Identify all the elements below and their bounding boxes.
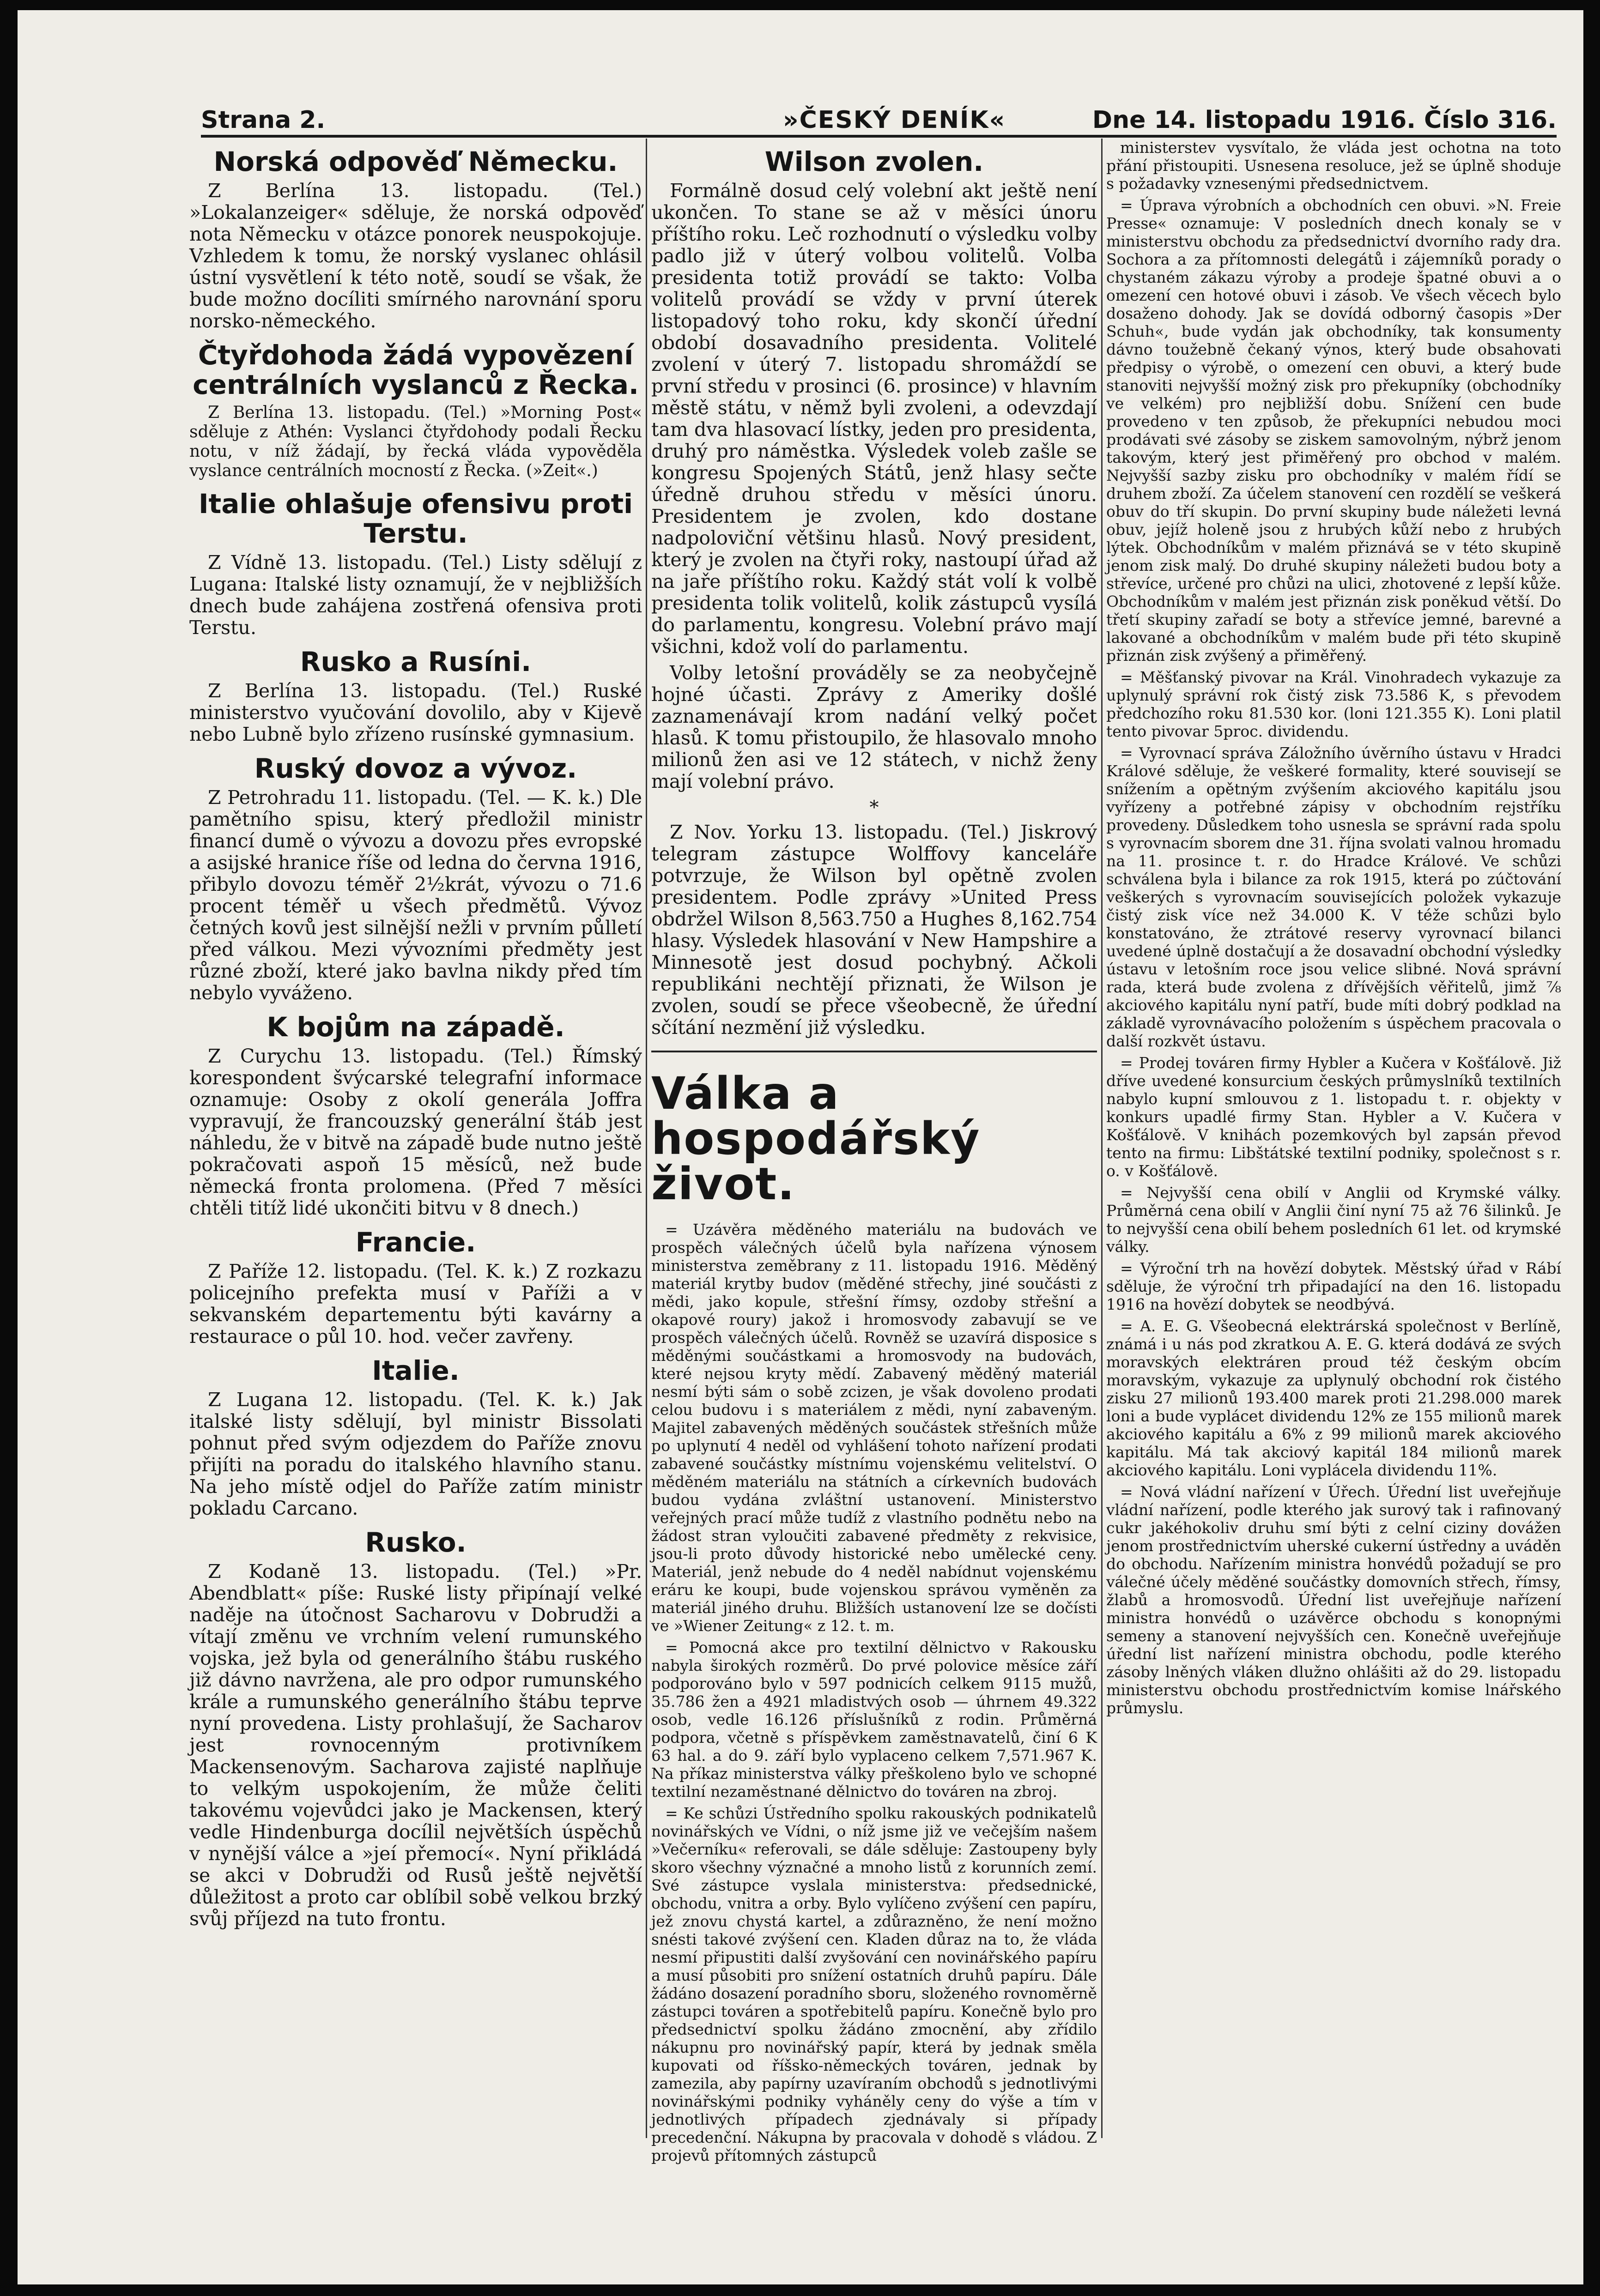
article-text: Z Vídně 13. listopadu. (Tel.) Listy sdělují z Lugana: Italské listy oznamují, že v nejbližších dnech bude zahájena zostřená ofensiva proti Terstu.	[189, 551, 642, 639]
article-text: Z Curychu 13. listopadu. (Tel.) Římský korespondent švýcarské telegrafní informace oznamuje: Osoby z okolí generála Joffra vypravují, že francouzský generální štáb jest náhledu, že v bitvě na západě bude nutno ještě pokračovati aspoň 15 měsíců, než bude německá fronta prolomena. (Před 7 měsíci chtěli titíž lidé ukončiti bitvu v 8 dnech.)	[189, 1045, 642, 1219]
article-text: Z Berlína 13. listopadu. (Tel.) Ruské ministerstvo vyučování dovolilo, aby v Kijevě nebo Lubně bylo zřízeno rusínské gymnasium.	[189, 680, 642, 745]
news-item: = Nová vládní nařízení v Úřech. Úřední list uveřejňuje vládní nařízení, podle kterého jak surový tak i rafinovaný cukr jakéhokoliv druhu smí býti z celní ciziny dovážen jenom prostřednictvím uherské cukerní ústředny a uváděn do obchodu. Nařízením ministra honvédů požadují se pro válečné účely měděné součástky domovních střech, římsy, žlabů a hromosvodů. Úřední list uveřejňuje nařízení ministra honvédů o uzávěrce obchodu s konopnými semeny a stanovení nejvyšších cen. Konečně uveřejňuje úřední list nařízení ministra obchodu, podle kterého zásoby lněných vláken dlužno ohlášiti až do 29. listopadu ministerstvu obchodu prostřednictvím komise lnářského průmyslu.	[1106, 1483, 1561, 1717]
column-1	[189, 139, 642, 2143]
article-title: Norská odpověď Německu.	[213, 146, 618, 177]
section-title: Válka a hospodářský život.	[651, 1068, 981, 1210]
article-title: Rusko a Rusíni.	[300, 646, 532, 677]
news-item: = Úprava výrobních a obchodních cen obuvi. »N. Freie Presse« oznamuje: V posledních dnech konaly se v ministerstvu obchodu za předsednictví dvorního rady dra. Sochora a za přítomnosti delegátů i zájemníků porady o chystaném zákazu výroby a prodeje špatné obuvi a o omezení cen hotové obuvi i zásob. Ve všech věcech bylo dosaženo dohody. Jak se dovídá odborný časopis »Der Schuh«, bude vydán jak obchodníky, tak konsumenty dávno toužebně čekaný výnos, který bude obsahovati předpisy o výrobě, o omezení cen obuvi, a který bude stanoviti nejvyšší možný zisk pro překupníky (obchodníky ve velkém) pro nejbližší dobu. Snížení cen bude provedeno v ten způsob, že překupníci nebudou moci prodávati své zásoby se ziskem samovolným, nýbrž jenom takovým, který jest přiměřený pro obchod v malém. Nejvyšší sazby zisku pro obchodníky v malém řídí se druhem zboží. Za účelem stanovení cen rozdělí se veškerá obuv do tří skupin. Do první skupiny bude náležeti levná obuv, jejíž holeně jsou z hrubých kůží nebo z hrubých lýtek. Obchodníkům v malém přiznává se v této skupině jenom zisk malý. Do druhé skupiny náležeti budou boty a střevíce, určené pro chůzi na ulici, zhotovené z lepší kůže. Obchodníkům v malém jest přiznán zisk poněkud větší. Do třetí skupiny zařadí se boty a střevíce jemné, barevné a lakované a obchodníkům v malém bude při této skupině přiznán zisk zvýšený a přiměřený.	[1106, 196, 1561, 665]
article-text: Z Berlína 13. listopadu. (Tel.) »Lokalanzeiger« sděluje, že norská odpověď nota Německu v otázce ponorek neuspokojuje. Vzhledem k tomu, že norský vyslanec ohlásil ústní vysvětlení k této notě, soudí se však, že bude možno docíliti smírného narovnání sporu norsko-německého.	[189, 180, 642, 332]
news-item: = Pomocná akce pro textilní dělnictvo v Rakousku nabyla širokých rozměrů. Do prvé polovice měsíce září podporováno bylo v 597 podnicích celkem 9115 mužů, 35.786 žen a 4921 mladistvých osob — úhrnem 49.322 osob, vedle 16.126 příslušníků z rodin. Průměrná podpora, včetně s příspěvkem zaměstnavatelů, činí 6 K 63 hal. a do 9. září bylo vyplaceno celkem 7,571.967 K. Na příkaz ministerstva války přeškoleno bylo ve schopné textilní nezaměstnané dělnictvo do továren na zbroj.	[651, 1638, 1097, 1801]
column-2	[651, 139, 1097, 2164]
article-title: Italie.	[372, 1355, 460, 1386]
article-title: Ruský dovoz a vývoz.	[254, 753, 577, 784]
article-text: Z Kodaně 13. listopadu. (Tel.) »Pr. Abendblatt« píše: Ruské listy připínají velké naděje na útočnost Sacharovu v Dobrudži a vítají změnu ve vrchním velení rumunského vojska, jež byla od generálního štábu ruského již dávno navržena, ale pro odpor rumunského krále a rumunského generálního štábu teprve nyní provedena. Listy prohlašují, že Sacharov jest rovnocenným protivníkem Mackensenovým. Sacharova zajisté naplňuje to velkým uspokojením, že může čeliti takovému vojevůdci jako je Mackensen, který vedle Hindenburga docílil největších úspěchů v nynější válce a »jeí přemocí«. Nyní přikládá se akci v Dobrudži od Rusů ještě největší důležitost a proto car oblíbil sobě velkou brzký svůj příjezd na tuto frontu.	[189, 1560, 642, 1930]
article-title: Rusko.	[365, 1527, 467, 1558]
section-rule	[651, 1051, 1097, 1052]
news-item: = Nejvyšší cena obilí v Anglii od Krymské války. Průměrná cena obilí v Anglii činí nyní 75 až 76 šilinků. Je to nejvyšší cena obilí behem posledních 61 let. od krymské války.	[1106, 1184, 1561, 1256]
page-number: Strana 2.	[201, 106, 326, 134]
issue-date: Dne 14. listopadu 1916. Číslo 316.	[1092, 106, 1557, 134]
column-3	[1106, 139, 1561, 2143]
column-rule	[1101, 139, 1103, 2138]
article-title: Wilson zvolen.	[764, 146, 984, 177]
masthead	[201, 103, 1557, 138]
article-text: Z Petrohradu 11. listopadu. (Tel. — K. k.) Dle pamětního spisu, který předložil ministr financí dumě o vývozu a dovozu přes evropské a asijské hranice říše od ledna do června 1916, přibylo dovozu téměř 2½krát, vývozu o 71.6 procent téměř u všech předmětů. Vývoz četných kovů jest silnější nežli v prvním půlletí před válkou. Mezi vývozními předměty jest různé zboží, které jako bavlna nikdy před tím nebylo vyváženo.	[189, 786, 642, 1004]
article-text: Z Nov. Yorku 13. listopadu. (Tel.) Jiskrový telegram zástupce Wolffovy kanceláře potvrzuje, že Wilson byl opětně zvolen presidentem. Podle zprávy »United Press obdržel Wilson 8,563.750 a Hughes 8,162.754 hlasy. Výsledek hlasování v New Hampshire a Minnesotě jest dosud pochybný. Ačkoli republikáni nechtějí přiznati, že Wilson je zvolen, soudí se přece všeobecně, že úřední sčítání nezmění již výsledku.	[651, 821, 1097, 1039]
article-text: Z Paříže 12. listopadu. (Tel. K. k.) Z rozkazu policejního prefekta musí v Paříži a v sekvanském departementu býti kavárny a restaurace o půl 10. hod. večer zavřeny.	[189, 1260, 642, 1347]
news-item: = Prodej továren firmy Hybler a Kučera v Košťálově. Již dříve uvedené konsurcium českých průmyslníků textilních nabylo kupní smlouvou z 1. listopadu t. r. objekty v konkurs upadlé firmy Stan. Hybler a V. Kučera v Košťálově. V knihách pozemkových byl zapsán převod tento na firmu: Libštátské textilní podniky, společnost s r. o. v Košťálově.	[1106, 1054, 1561, 1180]
article-text: Z Lugana 12. listopadu. (Tel. K. k.) Jak italské listy sdělují, byl ministr Bissolati pohnut před svým odjezdem do Paříže znovu přijíti na poradu do italského hlavního stanu. Na jeho místě odjel do Paříže zatím ministr pokladu Carcano.	[189, 1389, 642, 1519]
article-title: Francie.	[355, 1227, 476, 1258]
column-rule	[646, 139, 647, 2138]
news-item: = Měšťanský pivovar na Král. Vinohradech vykazuje za uplynulý správní rok čistý zisk 73.586 K, s převodem předchozího roku 81.530 kor. (loni 121.355 K). Loni platil tento pivovar 5proc. dividendu.	[1106, 668, 1561, 740]
article-text: Formálně dosud celý volební akt ještě není ukončen. To stane se až v měsíci únoru příštího roku. Leč rozhodnutí o výsledku volby padlo již v úterý volbou volitelů. Volba presidenta totiž provádí se takto: Volba volitelů provádí se vždy v první úterek listopadový toho roku, kdy skončí úřední období dosavadního presidenta. Volitelé zvolení v úterý 7. listopadu shromáždí se první středu v prosinci (6. prosince) v hlavním městě státu, v němž byli zvoleni, a odevzdají tam dva hlasovací lístky, jeden pro presidenta, druhý pro náměstka. Výsledek voleb zašle se kongresu Spojených Států, jenž hlasy sečte úředně druhou středu v měsíci únoru. Presidentem je zvolen, kdo dostane nadpoloviční většinu hlasů. Nový president, který je zvolen na čtyři roky, nastoupí úřad až na jaře příštího roku. Každý stát volí k volbě presidenta tolik volitelů, kolik zástupců vysílá do parlamentu, kongresu. Volební právo mají všichni, kdož volí do parlamentu.	[651, 180, 1097, 658]
news-item: = A. E. G. Všeobecná elektrárská společnost v Berlíně, známá i u nás pod zkratkou A. E. G. která dodává ze svých moravských elektráren proud též českým obcím moravským, vykazuje za uplynulý obchodní rok čistého zisku 27 milionů 193.400 marek proti 21.298.000 marek loni a bude vyplácet dividendu 12% ze 155 milionů marek akciového kapitálu a 6% z 99 milionů marek akciového kapitálu. Má tak akciový kapitál 184 milionů marek akciového kapitálu. Loni vyplácela dividendu 11%.	[1106, 1317, 1561, 1479]
article-text: Z Berlína 13. listopadu. (Tel.) »Morning Post« sděluje z Athén: Vyslanci čtyřdohody podali Řecku notu, v níž žádají, by řecká vláda vypověděla vyslance centrálních mocností z Řecka. (»Zeit«.)	[189, 403, 642, 480]
news-item: = Uzávěra měděného materiálu na budovách ve prospěch válečných účelů byla nařízena výnosem ministerstva zeměbrany z 11. listopadu 1916. Měděný materiál krytby budov (měděné střechy, jiné součásti z mědi, jako kopule, střešní římsy, ozdoby střešní a okapové roury) jakož i hromosvody zabavují se ve prospěch válečných účelů. Rovněž se uzavírá disposice s měděnými součástkami a hromosvody na budovách, které nejsou kryty mědí. Zabavený měděný materiál nesmí býti sám o sobě zcizen, je však dovoleno prodati celou budovu i s materiálem z mědi, nyní zabaveným. Majitel zabavených měděných součástek střešních může po uplynutí 4 neděl od vyhlášení tohoto nařízení prodati zabavené součástky místnímu vojenskému velitelství. O měděném materiálu na státních a církevních budovách budou vydána zvláštní ustanovení. Ministerstvo veřejných prací může tudíž z vlastního podnětu nebo na žádost stran vyloučiti zabavené předměty z rekvisice, jsou-li proto důvody historické nebo umělecké ceny. Materiál, jenž nebude do 4 neděl nabídnut vojenskému eráru ke koupi, bude vojenskou správou vyměněn za materiál jiného druhu. Bližších ustanovení lze se dočísti ve »Wiener Zeitung« z 12. t. m.	[651, 1221, 1097, 1635]
article-text: Volby letošní prováděly se za neobyčejně hojné účasti. Zprávy z Ameriky došlé zaznamenávají krom nadání velký počet hlasů. K tomu přistoupilo, že hlasovalo mnoho milionů žen asi ve 12 státech, v nichž ženy mají volební právo.	[651, 662, 1097, 792]
separator-star: *	[869, 797, 879, 818]
paper-title: »ČESKÝ DENÍK«	[783, 106, 1006, 134]
article-title: Čtyřdohoda žádá vypovězení centrálních vyslanců z Řecka.	[193, 339, 639, 400]
news-item: ministerstev vysvítalo, že vláda jest ochotna na toto přání přistoupiti. Usnesena resoluce, jež se úplně shoduje s požadavky vznesenými předsednictvem.	[1106, 139, 1561, 193]
news-item: = Výroční trh na hovězí dobytek. Městský úřad v Rábí sděluje, že výroční trh připadající na den 16. listopadu 1916 na hovězí dobytek se neodbývá.	[1106, 1259, 1561, 1313]
news-item: = Vyrovnací správa Záložního úvěrního ústavu v Hradci Králové sděluje, že veškeré formality, které souvisejí se snížením a opětným zvýšením akciového kapitálu jsou vyřízeny a potřebné zápisy v obchodním rejstříku provedeny. Důsledkem toho usnesla se správní rada spolu s vyrovnacím sborem dne 31. října svolati valnou hromadu na 11. prosince t. r. do Hradce Králové. Ve schůzi schválena byla i bilance za rok 1915, která po zúčtování veškerých s vyrovnacím souvisejících položek vykazuje čistý zisk více než 34.000 K. V téže schůzi bylo konstatováno, že ztrátové reservy vyrovnací bilanci uvedené úplně dostačují a že dosavadní obchodní výsledky ústavu v letošním roce jsou velice slibné. Nová správní rada, která bude zvolena z dřívějších věřitelů, jimž ⅞ akciového kapitálu nyní patří, bude míti dobrý podklad na základě vyrovnávacího položením s úspěchem pracovala o další rozkvět ústavu.	[1106, 744, 1561, 1050]
article-title: Italie ohlašuje ofensivu proti Terstu.	[198, 488, 633, 549]
news-item: = Ke schůzi Ústředního spolku rakouských podnikatelů novinářských ve Vídni, o níž jsme již ve večejším našem »Večerníku« referovali, se dále sděluje: Zastoupeny byly skoro všechny význačné a mnoho listů z korunních zemí. Své zástupce vyslala ministerstva: předsednické, obchodu, vnitra a orby. Bylo vylíčeno zvýšení cen papíru, jež znovu chystá kartel, a zdůrazněno, že není možno snésti takové zvýšení cen. Kladen důraz na to, že vláda nesmí připustiti další zvyšování cen novinářského papíru a musí působiti pro snížení ostatních druhů papíru. Dále žádáno dosazení poradního sboru, složeného rovnoměrně zástupci továren a spotřebitelů papíru. Konečně bylo pro předsednictví spolku žádáno zmocnění, aby zřídilo nákupnu pro novinářský papír, která by jednak směla kupovati od říšsko-německých továren, jednak by zamezila, aby papírny uzavíraním obchodů s jednotlivými novinářskými podniky vyháněly ceny do výše a tím v jednotlivých případech zjednávaly si případy precedenční. Nákupna by pracovala v dohodě s vládou. Z projevů přítomných zástupců	[651, 1804, 1097, 2164]
article-title: K bojům na západě.	[267, 1011, 565, 1043]
